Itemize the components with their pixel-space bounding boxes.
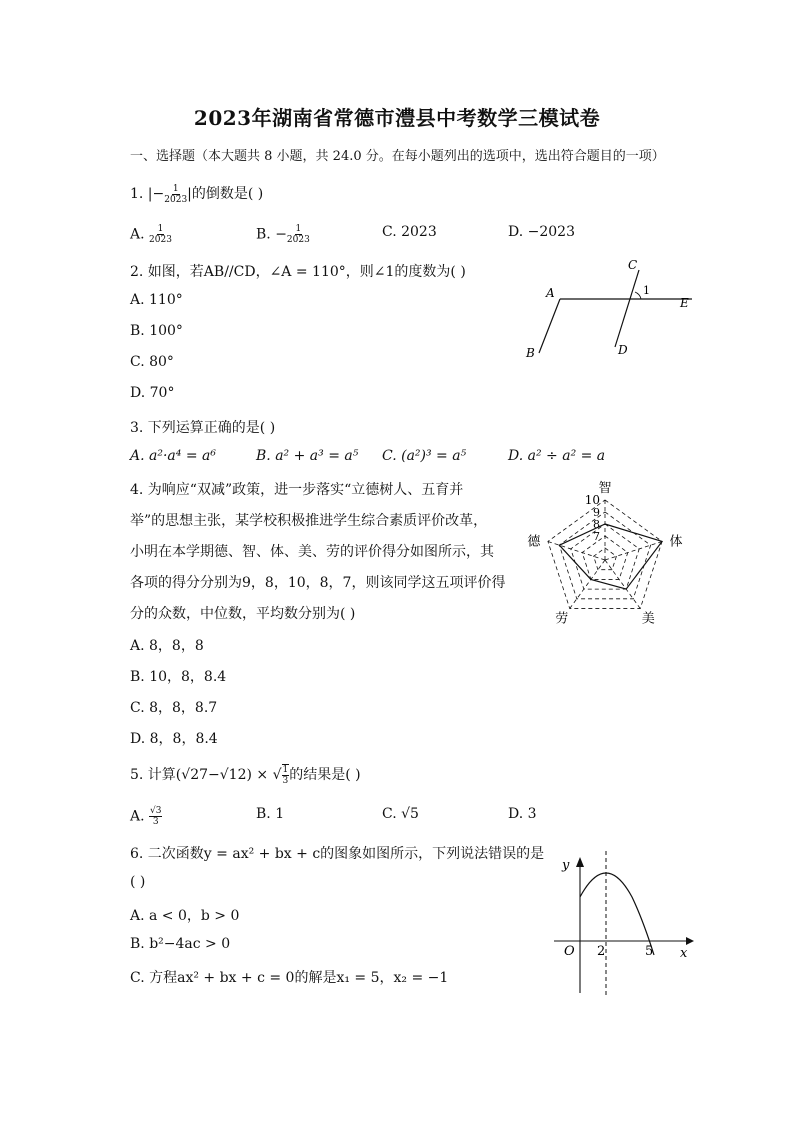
q1-option-b-label: B. − <box>256 226 287 243</box>
q4-option-c[interactable]: C. 8，8，8.7 <box>130 700 218 716</box>
q2-option-b[interactable]: B. 100° <box>130 323 183 339</box>
q2-option-c[interactable]: C. 80° <box>130 354 174 370</box>
q5-stem-b: 的结果是( ) <box>289 767 361 783</box>
q3-option-b[interactable]: B. a² + a³ = a⁵ <box>256 448 359 464</box>
q1-b-den: 2023 <box>286 235 310 245</box>
q5-sq-den: 3 <box>282 776 289 786</box>
label-b: B <box>526 346 535 360</box>
question-4-line-4: 各项的得分分别为9，8，10，8，7，则该同学这五项评价得 <box>130 575 506 591</box>
question-4-line-3: 小明在本学期德、智、体、美、劳的评价得分如图所示，其 <box>130 544 494 560</box>
q1-stem-prefix: 1. |− <box>130 186 165 202</box>
q1-stem-suffix: |的倒数是( ) <box>187 186 264 202</box>
parallel-lines-figure <box>520 255 700 365</box>
label-tick-5: 5 <box>645 944 654 959</box>
radar-axis-lao: 劳 <box>555 611 569 627</box>
question-5-stem <box>130 764 361 786</box>
q5-option-d[interactable]: D. 3 <box>508 806 537 822</box>
radar-axis-ti: 体 <box>669 534 683 550</box>
q1-option-c[interactable]: C. 2023 <box>382 224 437 240</box>
q1-a-num: 1 <box>157 224 164 234</box>
radar-axis-zhi: 智 <box>598 481 612 496</box>
radar-spoke <box>605 541 662 560</box>
label-angle-1: 1 <box>643 284 650 297</box>
q1-option-a-fraction <box>149 224 172 245</box>
radar-tick-10: 10 <box>584 493 600 507</box>
radar-spoke <box>570 560 605 609</box>
question-2-stem: 2. 如图，若AB//CD，∠A = 110°，则∠1的度数为( ) <box>130 264 466 280</box>
q5-option-b[interactable]: B. 1 <box>256 806 285 822</box>
q5-option-a[interactable] <box>130 806 162 827</box>
q6-option-a[interactable]: A. a < 0，b > 0 <box>130 908 240 924</box>
q4-option-b[interactable]: B. 10，8，8.4 <box>130 669 227 685</box>
line-ab <box>539 299 560 353</box>
q4-option-a[interactable]: A. 8，8，8 <box>130 638 204 654</box>
radar-grid <box>548 500 662 609</box>
q5-stem-a: 5. 计算(√27−√12) × <box>130 767 273 783</box>
question-4-line-2: 举”的思想主张，某学校积极推进学生综合素质评价改革， <box>130 513 488 529</box>
label-tick-2: 2 <box>597 944 606 959</box>
q1-fraction <box>164 184 187 205</box>
q5-sq-num: 1 <box>282 765 289 775</box>
q5-option-a-label: A. <box>130 808 145 825</box>
radar-axis-mei: 美 <box>641 611 655 627</box>
q3-option-c[interactable]: C. (a²)³ = a⁵ <box>382 448 467 464</box>
parabola-figure <box>548 845 698 1005</box>
q1-frac-den: 2023 <box>164 194 188 205</box>
radar-tick-8: 8 <box>593 518 600 531</box>
angle-1-arc <box>635 292 641 299</box>
q4-option-d[interactable]: D. 8，8，8.4 <box>130 731 218 747</box>
question-3-stem: 3. 下列运算正确的是( ) <box>130 420 276 436</box>
q1-frac-num: 1 <box>172 183 179 194</box>
label-e: E <box>680 296 689 310</box>
q5-sqrt-sign: √ <box>272 767 282 783</box>
label-a: A <box>546 286 555 300</box>
question-6-line-2: ( ) <box>130 874 146 890</box>
radar-chart <box>505 478 705 658</box>
x-axis-arrow <box>686 937 694 945</box>
question-4-line-5: 分的众数，中位数，平均数分别为( ) <box>130 606 356 622</box>
q2-option-a[interactable]: A. 110° <box>130 292 183 308</box>
label-origin: O <box>564 944 575 959</box>
label-y: y <box>562 858 570 873</box>
q6-option-c[interactable]: C. 方程ax² + bx + c = 0的解是x₁ = 5，x₂ = −1 <box>130 970 449 986</box>
question-6-line-1: 6. 二次函数y = ax² + bx + c的图象如图所示，下列说法错误的是 <box>130 846 545 862</box>
label-c: C <box>628 258 638 272</box>
q3-option-a[interactable]: A. a²·a⁴ = a⁶ <box>130 448 216 464</box>
q1-option-d[interactable]: D. −2023 <box>508 224 575 240</box>
line-cd <box>615 270 639 347</box>
q5-a-den: 3 <box>152 817 159 827</box>
radar-axis-de: 德 <box>527 534 541 550</box>
y-axis-arrow <box>576 857 584 867</box>
radar-tick-7: 7 <box>593 530 600 543</box>
question-1-stem <box>130 183 263 205</box>
radar-tick-9: 9 <box>593 506 600 519</box>
q5-a-num: √3 <box>150 806 162 816</box>
q1-option-a[interactable] <box>130 224 172 245</box>
q2-option-d[interactable]: D. 70° <box>130 385 175 401</box>
parabola-curve <box>580 873 654 955</box>
section-heading: 一、选择题（本大题共 8 小题，共 24.0 分。在每小题列出的选项中，选出符合题目的一项） <box>130 149 665 164</box>
q1-a-den: 2023 <box>149 235 172 245</box>
q1-b-num: 1 <box>295 224 302 234</box>
q1-option-b-fraction <box>287 224 310 245</box>
q5-option-c[interactable]: C. √5 <box>382 806 419 822</box>
label-x: x <box>680 946 688 961</box>
q1-option-a-label: A. <box>130 226 145 243</box>
question-4-line-1: 4. 为响应“双减”政策，进一步落实“立德树人、五育并 <box>130 482 464 498</box>
q3-option-d[interactable]: D. a² ÷ a² = a <box>508 448 606 464</box>
label-d: D <box>618 343 628 357</box>
q5-option-a-fraction <box>149 806 162 827</box>
page-title: 2023年湖南省常德市澧县中考数学三模试卷 <box>193 106 601 130</box>
q1-option-b[interactable] <box>256 224 310 245</box>
q6-option-b[interactable]: B. b²−4ac > 0 <box>130 936 231 952</box>
